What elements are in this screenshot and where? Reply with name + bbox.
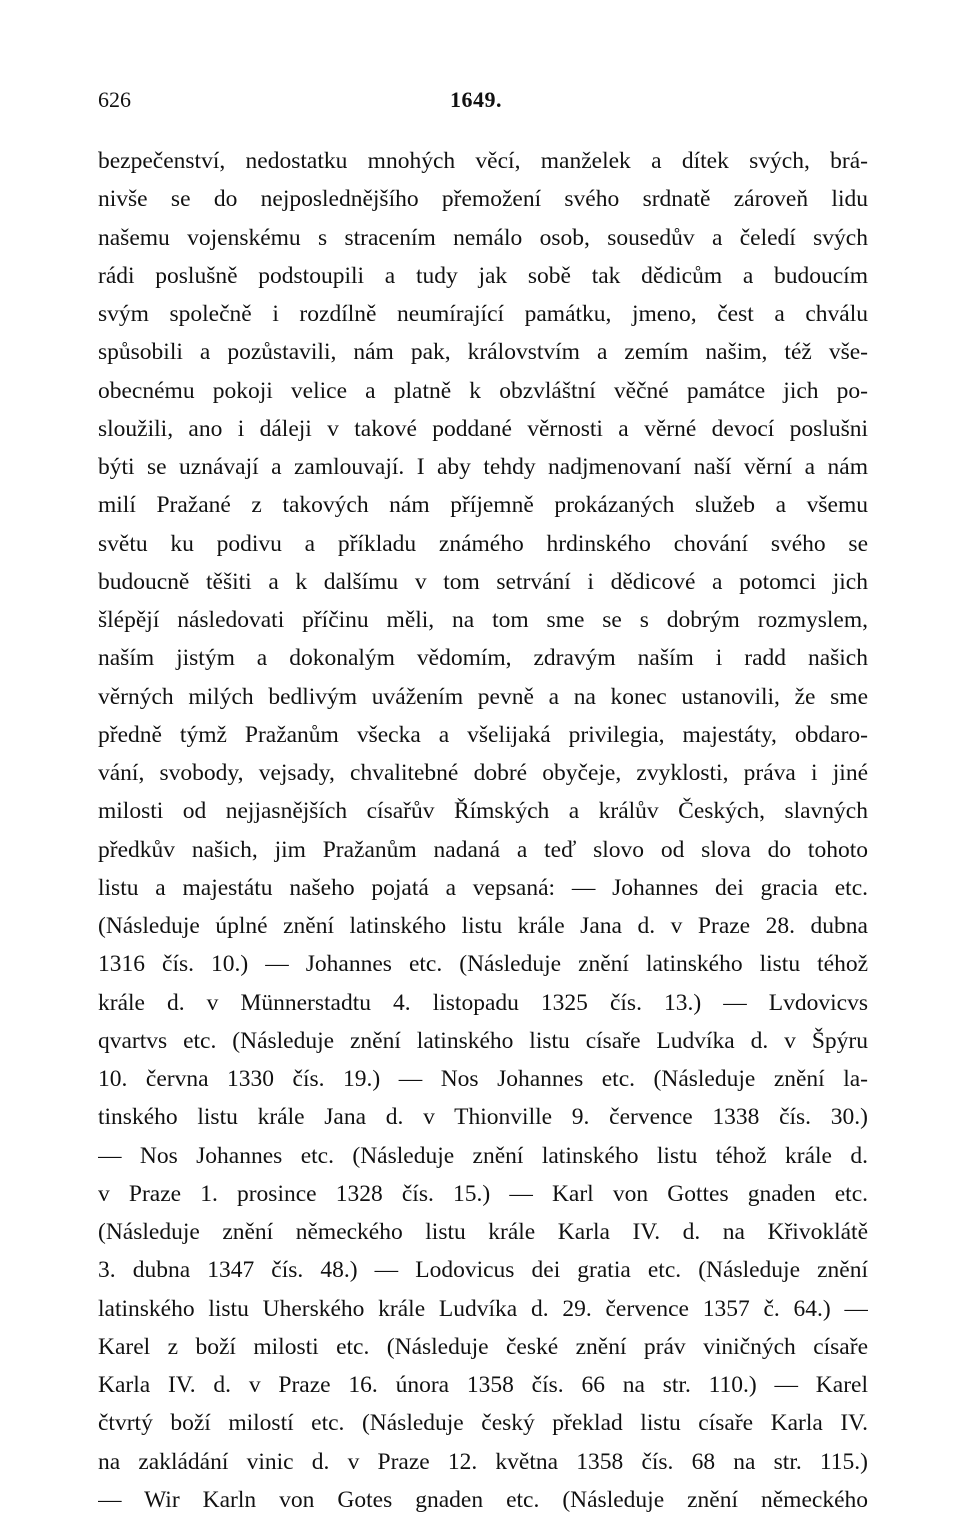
page-number: 626 xyxy=(98,87,131,112)
text-line: světu ku podivu a příkladu známého hrdinského chování svého se xyxy=(98,530,868,557)
text-line: Karla IV. d. v Praze 16. února 1358 čís. 66 na str. 110.) — Karel xyxy=(98,1372,868,1398)
text-line: tinského listu krále Jana d. v Thionville 9. července 1338 čís. 30.) xyxy=(98,1104,868,1131)
text-line: budoucně těšiti a k dalšímu v tom setrvání i dědicové a potomci jich xyxy=(98,568,868,595)
text-line: 10. června 1330 čís. 19.) — Nos Johannes etc. (Následuje znění la- xyxy=(98,1066,868,1092)
text-line: krále d. v Münnerstadtu 4. listopadu 1325 čís. 13.) — Lvdovicvs xyxy=(98,989,868,1016)
page-header xyxy=(98,84,868,116)
text-line: milí Pražané z takových nám příjemně prokázaných služeb a všemu xyxy=(98,492,868,519)
text-line: vání, svobody, vejsady, chvalitebné dobré obyčeje, zvyklosti, práva i jiné xyxy=(98,760,868,786)
text-line: předkův našich, jim Pražanům nadaná a teď slovo od slova do tohoto xyxy=(98,836,868,863)
text-line: na zakládání vinic d. v Praze 12. května 1358 čís. 68 na str. 115.) xyxy=(98,1448,868,1475)
text-line: latinského listu Uherského krále Ludvíka d. 29. července 1357 č. 64.) — xyxy=(98,1295,868,1322)
text-line: svým společně i rozdílně neumírající památku, jmeno, čest a chválu xyxy=(98,301,868,327)
text-line: bezpečenství, nedostatku mnohých věcí, manželek a dítek svých, brá- xyxy=(98,148,868,174)
text-line: předně týmž Pražanům všecka a všelijaká privilegia, majestáty, obdaro- xyxy=(98,721,868,748)
text-line: spůsobili a pozůstavili, nám pak, královstvím a zemím našim, též vše- xyxy=(98,339,868,366)
text-line: šlépějí následovati příčinu měli, na tom sme se s dobrým rozmyslem, xyxy=(98,607,868,633)
text-line: 3. dubna 1347 čís. 48.) — Lodovicus dei gratia etc. (Následuje znění xyxy=(98,1257,868,1284)
text-line: milosti od nejjasnějších císařův Římských a králův Českých, slavných xyxy=(98,798,868,825)
text-line: Karel z boží milosti etc. (Následuje české znění práv viničných císaře xyxy=(98,1333,868,1360)
text-line: obecnému pokoji velice a platně k obzvláštní věčné památce jich po- xyxy=(98,377,868,404)
body-text xyxy=(98,142,868,1519)
text-line: (Následuje úplné znění latinského listu krále Jana d. v Praze 28. dubna xyxy=(98,913,868,939)
text-line: 1316 čís. 10.) — Johannes etc. (Následuje znění latinského listu téhož xyxy=(98,951,868,978)
text-line: sloužili, ano i dáleji v takové poddané věrnosti a věrné devocí poslušni xyxy=(98,415,868,442)
text-line: v Praze 1. prosince 1328 čís. 15.) — Karl von Gottes gnaden etc. xyxy=(98,1180,868,1207)
running-head-year: 1649. xyxy=(450,87,502,112)
text-line: věrných milých bedlivým uvážením pevně a na konec ustanovili, že sme xyxy=(98,683,868,710)
text-line: listu a majestátu našeho pojatá a vepsaná: — Johannes dei gracia etc. xyxy=(98,874,868,901)
text-line: rádi poslušně podstoupili a tudy jak sobě tak dědicům a budoucím xyxy=(98,262,868,289)
text-line: našemu vojenskému s stracením nemálo osob, sousedův a čeledí svých xyxy=(98,224,868,251)
text-line: — Wir Karln von Gotes gnaden etc. (Následuje znění německého xyxy=(98,1486,868,1513)
text-line: naším jistým a dokonalým vědomím, zdravým naším i radd našich xyxy=(98,645,868,672)
text-line: čtvrtý boží milostí etc. (Následuje český překlad listu císaře Karla IV. xyxy=(98,1410,868,1437)
text-line: (Následuje znění německého listu krále Karla IV. d. na Křivoklátě xyxy=(98,1219,868,1245)
text-line: — Nos Johannes etc. (Následuje znění latinského listu téhož krále d. xyxy=(98,1142,868,1169)
text-line: qvartvs etc. (Následuje znění latinského listu císaře Ludvíka d. v Špýru xyxy=(98,1027,868,1054)
text-line: býti se uznávají a zamlouvají. I aby tehdy nadjmenovaní naší věrní a nám xyxy=(98,454,868,480)
text-line: nivše se do nejposlednějšího přemožení svého srdnatě zároveň lidu xyxy=(98,186,868,213)
